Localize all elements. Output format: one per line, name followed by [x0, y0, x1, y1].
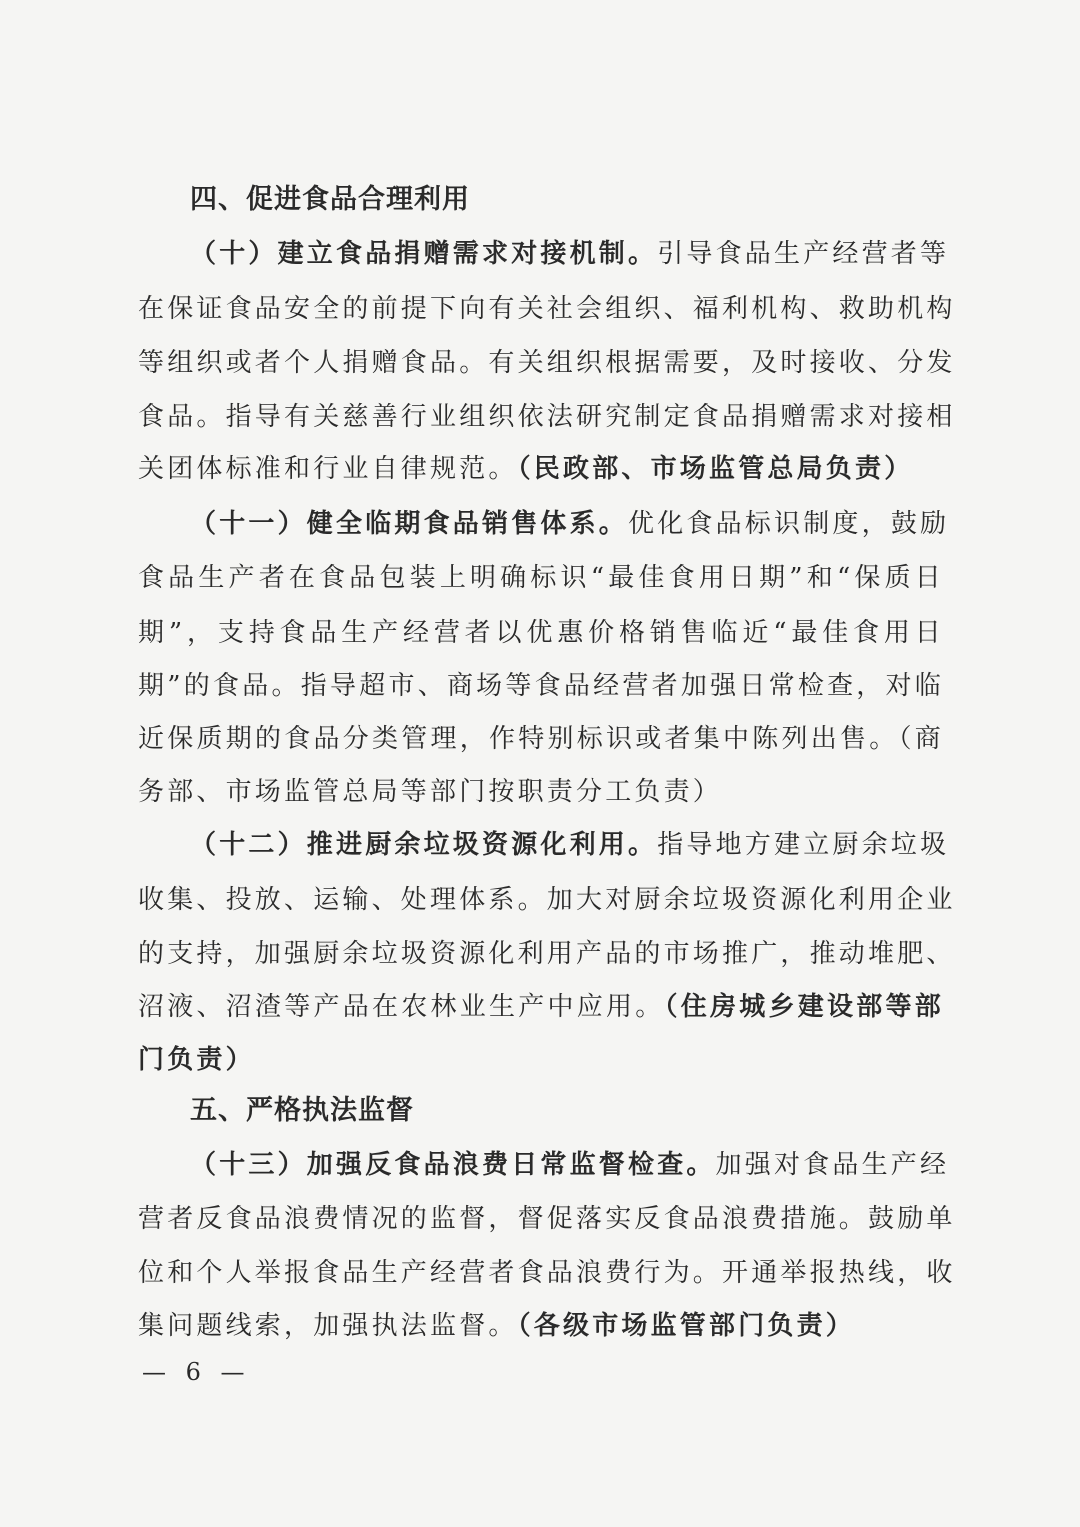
- paragraph-13-lead: （十三）加强反食品浪费日常监督检查。: [190, 1150, 716, 1180]
- page-number: — 6 —: [142, 1358, 251, 1386]
- paragraph-13-text: 加强对食品生产经: [715, 1150, 950, 1180]
- paragraph-11-line-4: 期”的食品。指导超市、商场等食品经营者加强日常检查，对临: [138, 671, 944, 701]
- paragraph-13-line-4: [138, 1306, 944, 1346]
- paragraph-12-responsibility: （住房城乡建设部等部: [664, 992, 944, 1022]
- paragraph-12-line-3: 的支持，加强厨余垃圾资源化利用产品的市场推广，推动堆肥、: [138, 939, 956, 969]
- paragraph-12-text: 指导地方建立厨余垃圾: [657, 830, 950, 860]
- paragraph-10-lead: （十）建立食品捐赠需求对接机制。: [190, 239, 658, 269]
- paragraph-12-line-4: [138, 987, 944, 1027]
- paragraph-12-line-2: 收集、投放、运输、处理体系。加大对厨余垃圾资源化利用企业: [138, 885, 956, 915]
- paragraph-13-line-3: 位和个人举报食品生产经营者食品浪费行为。开通举报热线，收: [138, 1258, 956, 1288]
- paragraph-10-text: 引导食品生产经营者等: [657, 239, 950, 269]
- section-heading-5: 五、严格执法监督: [190, 1095, 414, 1126]
- paragraph-11-line-5: 近保质期的食品分类管理，作特别标识或者集中陈列出售。（商: [138, 724, 944, 754]
- paragraph-12-line-1: [190, 825, 950, 865]
- paragraph-10-text-end: 关团体标准和行业自律规范。: [138, 454, 518, 484]
- paragraph-10-responsibility: （民政部、市场监管总局负责）: [517, 454, 914, 484]
- paragraph-12-lead: （十二）推进厨余垃圾资源化利用。: [190, 830, 658, 860]
- paragraph-10-line-2: 在保证食品安全的前提下向有关社会组织、福利机构、救助机构: [138, 294, 956, 324]
- paragraph-12-line-5: 门负责）: [138, 1045, 255, 1075]
- paragraph-13-text-end: 集问题线索，加强执法监督。: [138, 1311, 518, 1341]
- paragraph-10-line-5: [138, 449, 944, 489]
- paragraph-13-line-2: 营者反食品浪费情况的监督，督促落实反食品浪费措施。鼓励单: [138, 1204, 956, 1234]
- paragraph-10-line-4: 食品。指导有关慈善行业组织依法研究制定食品捐赠需求对接相: [138, 402, 956, 432]
- paragraph-11-line-6: 务部、市场监管总局等部门按职责分工负责）: [138, 777, 723, 807]
- paragraph-11-lead: （十一）健全临期食品销售体系。: [190, 509, 629, 539]
- paragraph-12-text-4: 沼液、沼渣等产品在农林业生产中应用。: [138, 992, 665, 1022]
- paragraph-13-line-1: [190, 1145, 950, 1185]
- paragraph-11-line-3: 期”，支持食品生产经营者以优惠价格销售临近“最佳食用日: [138, 618, 944, 648]
- paragraph-10-line-3: 等组织或者个人捐赠食品。有关组织根据需要，及时接收、分发: [138, 348, 956, 378]
- paragraph-11-line-1: [190, 504, 950, 544]
- paragraph-11-text: 优化食品标识制度，鼓励: [628, 509, 950, 539]
- paragraph-11-line-2: 食品生产者在食品包装上明确标识“最佳食用日期”和“保质日: [138, 563, 944, 593]
- paragraph-10-line-1: [190, 234, 950, 274]
- paragraph-13-responsibility: （各级市场监管部门负责）: [517, 1311, 856, 1341]
- section-heading-4: 四、促进食品合理利用: [190, 184, 470, 215]
